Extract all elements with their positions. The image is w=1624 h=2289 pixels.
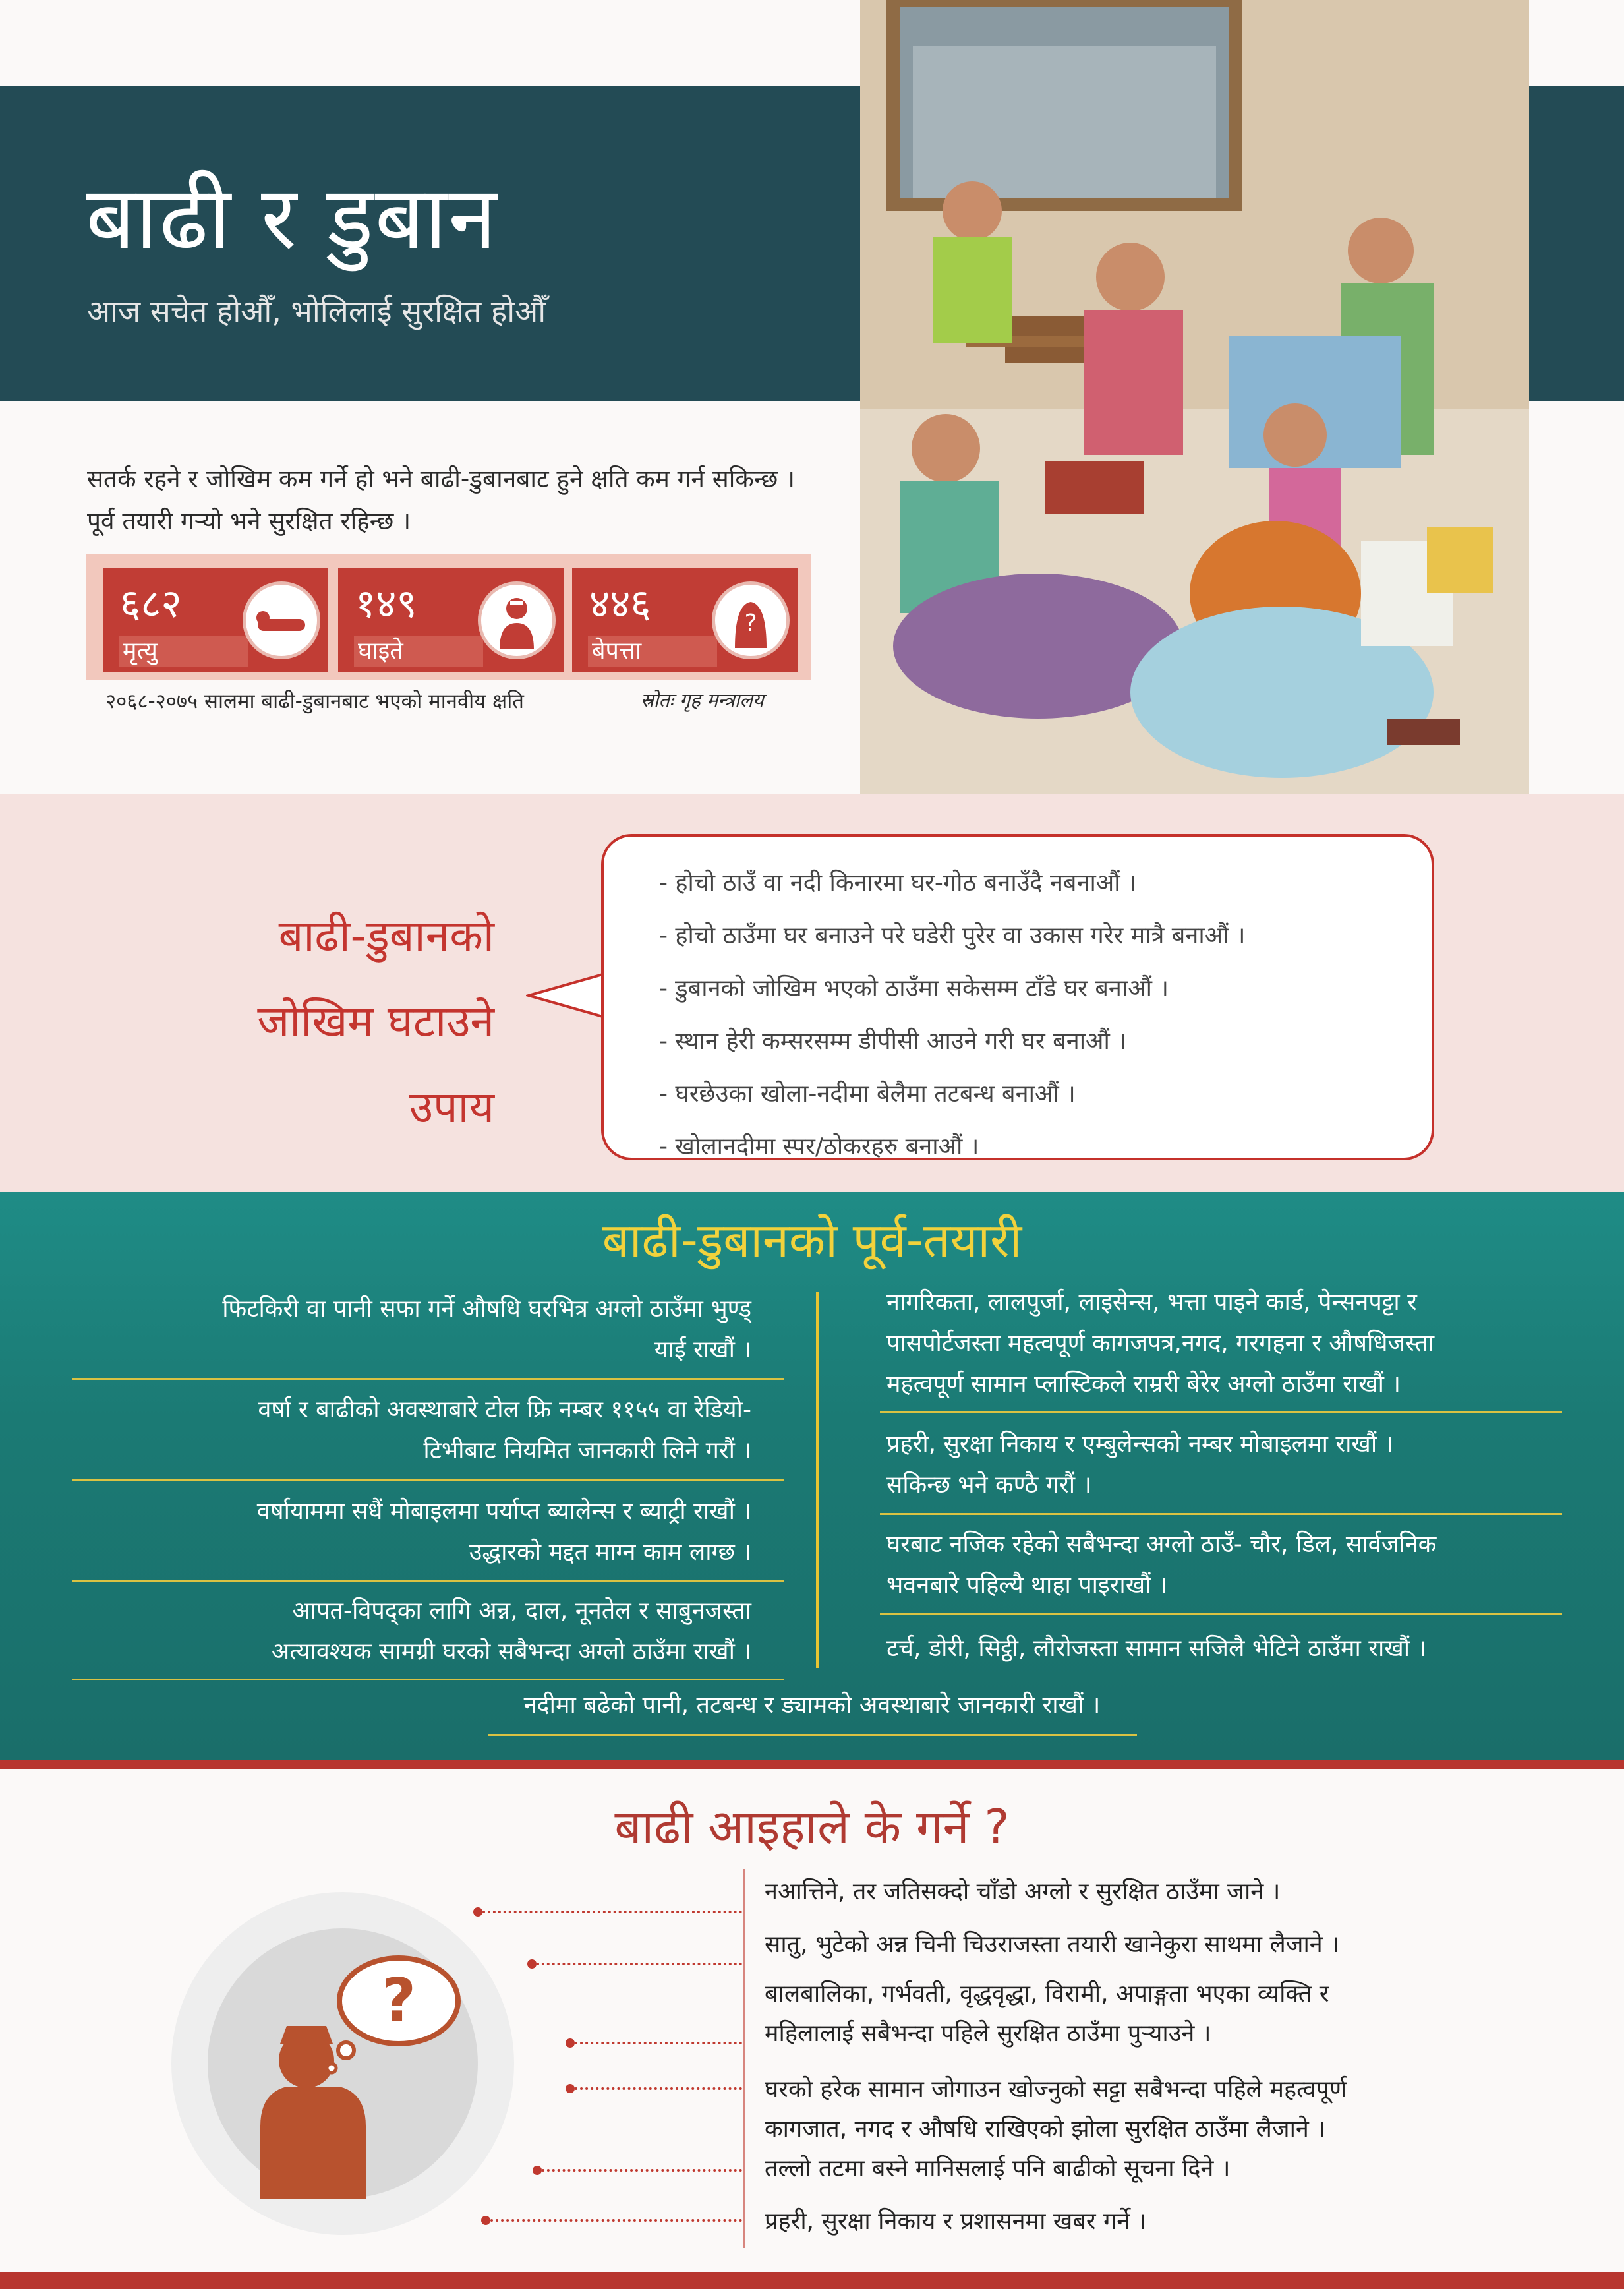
speech-bubble-pointer: [526, 972, 612, 1019]
text-line: भवनबारे पहिल्यै थाहा पाइराखौं ।: [886, 1572, 1168, 1599]
list-item: - खोलानदीमा स्पर/ठोकरहरु बनाऔं ।: [659, 1133, 979, 1160]
text-line: वर्षायाममा सधैं मोबाइलमा पर्याप्त ब्यालेन्स र ब्याट्री राखौं ।: [256, 1498, 751, 1525]
prep-right-item: [886, 1424, 1539, 1506]
prep-right-item: [886, 1628, 1539, 1669]
text-line: नागरिकता, लालपुर्जा, लाइसेन्स, भत्ता पाइने कार्ड, पेन्सनपट्टा र: [886, 1289, 1417, 1316]
injured-person-icon: [478, 581, 556, 659]
stat-label: घाइते: [354, 636, 483, 667]
risk-title: [99, 893, 494, 1150]
intro-text: सतर्क रहने र जोखिम कम गर्ने हो भने बाढी-डुबानबाट हुने क्षति कम गर्न सकिन्छ । पूर्व तयारी गऱ्यो भने सुरक्षित रहिन्छ ।: [87, 465, 796, 535]
text-line: टिभीबाट नियमित जानकारी लिने गरौं ।: [423, 1437, 751, 1464]
actions-vertical-line: [743, 1869, 745, 2248]
risk-title-line: बाढी-डुबानको: [278, 910, 494, 961]
text-line: कागजात, नगद र औषधि राखिएको झोला सुरक्षित ठाउँमा लैजाने ।: [765, 2116, 1325, 2143]
connector-line: [575, 2042, 742, 2044]
svg-text:?: ?: [381, 1966, 417, 2035]
action-item: [765, 2202, 1146, 2242]
bullet-dot: [481, 2216, 490, 2225]
missing-person-icon: [712, 581, 790, 659]
action-item: [765, 2149, 1231, 2189]
text-line: याई राखौं ।: [654, 1336, 751, 1363]
divider: [488, 1734, 1137, 1736]
stat-label: मृत्यु: [119, 636, 248, 667]
bullet-dot: [566, 2084, 575, 2093]
text-line: फिटकिरी वा पानी सफा गर्ने औषधि घरभित्र अग्लो ठाउँमा भुण्ड्: [222, 1295, 751, 1323]
text-line: सातु, भुटेको अन्न चिनी चिउराजस्ता तयारी खानेकुरा साथमा लैजाने ।: [765, 1931, 1339, 1958]
stat-injured: [338, 568, 564, 672]
list-item: - होचो ठाउँमा घर बनाउने परे घडेरी पुरेर वा उकास गरेर मात्रै बनाऔं ।: [659, 922, 1246, 949]
text-line: वर्षा र बाढीको अवस्थाबारे टोल फ्रि नम्बर ११५५ वा रेडियो-: [258, 1396, 751, 1423]
prep-right-item: [886, 1524, 1539, 1606]
text-line: घरबाट नजिक रहेको सबैभन्दा अग्लो ठाउँ- चौर, डिल, सार्वजनिक: [886, 1531, 1437, 1558]
action-item: [765, 2070, 1347, 2149]
divider: [880, 1613, 1562, 1615]
risk-title-line: जोखिम घटाउने: [257, 996, 494, 1047]
text-line: सकिन्छ भने कण्ठै गरौं ।: [886, 1472, 1092, 1499]
action-item: [765, 1975, 1329, 2054]
thinking-person-icon: [208, 1928, 478, 2199]
connector-line: [542, 2169, 742, 2172]
preparation-bottom-note: नदीमा बढेको पानी, तटबन्ध र ड्यामको अवस्थाबारे जानकारी राखौं ।: [523, 1692, 1101, 1719]
prep-right-item: [886, 1282, 1539, 1405]
divider: [72, 1479, 784, 1481]
text-line: प्रहरी, सुरक्षा निकाय र एम्बुलेन्सको नम्बर मोबाइलमा राखौं ।: [886, 1431, 1394, 1458]
preparation-title: बाढी-डुबानको पूर्व-तयारी: [602, 1212, 1022, 1268]
stat-missing: [572, 568, 798, 672]
text-line: उद्धारको मद्दत माग्न काम लाग्छ ।: [469, 1539, 751, 1566]
stat-label: बेपत्ता: [588, 636, 717, 667]
stat-value: ४४६: [589, 581, 651, 627]
bullet-dot: [566, 2038, 575, 2048]
list-item: - घरछेउका खोला-नदीमा बेलैमा तटबन्ध बनाऔं ।: [659, 1081, 1076, 1108]
divider: [880, 1411, 1562, 1413]
section-divider-strip: [0, 1760, 1624, 1769]
family-preparedness-illustration: [860, 0, 1529, 794]
text-line: नआत्तिने, तर जतिसक्दो चाँडो अग्लो र सुरक्षित ठाउँमा जाने ।: [765, 1878, 1281, 1905]
text-line: बालबालिका, गर्भवती, वृद्धवृद्धा, विरामी, अपाङ्गता भएका व्यक्ति र: [765, 1980, 1329, 2007]
action-item: [765, 1872, 1280, 1912]
divider: [880, 1513, 1562, 1515]
list-item: - डुबानको जोखिम भएको ठाउँमा सकेसम्म टाँडे घर बनाऔं ।: [659, 975, 1169, 1002]
stats-caption: २०६८-२०७५ सालमा बाढी-डुबानबाट भएको मानवीय क्षति: [105, 690, 524, 713]
risk-tips-list: [659, 857, 1246, 1174]
deceased-person-icon: [243, 581, 320, 659]
list-item: - स्थान हेरी कम्सरसम्म डीपीसी आउने गरी घर बनाऔं ।: [659, 1028, 1126, 1055]
header-band-right: [1529, 86, 1624, 401]
connector-line: [482, 1911, 742, 1913]
text-line: महत्वपूर्ण सामान प्लास्टिकले राम्ररी बेरेर अग्लो ठाउँमा राखौं ।: [886, 1371, 1401, 1398]
text-line: महिलालाई सबैभन्दा पहिले सुरक्षित ठाउँमा पुऱ्याउने ।: [765, 2020, 1211, 2047]
svg-text:?: ?: [744, 610, 757, 637]
text-line: प्रहरी, सुरक्षा निकाय र प्रशासनमा खबर गर्ने ।: [765, 2208, 1147, 2235]
divider: [72, 1378, 784, 1380]
action-item: [765, 1925, 1339, 1965]
risk-title-line: उपाय: [409, 1082, 494, 1133]
text-line: आपत-विपद्का लागि अन्न, दाल, नूनतेल र साबुनजस्ता: [292, 1597, 751, 1624]
prep-left-item: [112, 1289, 751, 1371]
stats-source: स्रोतः गृह मन्त्रालय: [641, 689, 764, 711]
prep-left-item: [112, 1390, 751, 1472]
connector-line: [490, 2219, 742, 2222]
text-line: तल्लो तटमा बस्ने मानिसलाई पनि बाढीको सूचना दिने ।: [765, 2155, 1231, 2182]
bullet-dot: [527, 1959, 536, 1969]
page-subtitle: आज सचेत होऔँ, भोलिलाई सुरक्षित होऔँ: [87, 293, 546, 329]
flood-arrival-title: बाढी आइहाले के गर्ने ?: [614, 1799, 1010, 1855]
prep-left-item: [112, 1591, 751, 1673]
footer-strip: [0, 2272, 1624, 2289]
bullet-dot: [533, 2166, 542, 2175]
list-item: - होचो ठाउँ वा नदी किनारमा घर-गोठ बनाउँदै नबनाऔं ।: [659, 870, 1137, 897]
divider: [72, 1679, 784, 1680]
bullet-dot: [473, 1907, 482, 1917]
connector-line: [536, 1963, 742, 1965]
text-line: टर्च, डोरी, सिट्ठी, लौरोजस्ता सामान सजिलै भेटिने ठाउँमा राखौं ।: [886, 1635, 1427, 1662]
stat-deaths: [103, 568, 328, 672]
column-divider: [816, 1292, 819, 1668]
text-line: घरको हरेक सामान जोगाउन खोज्नुको सट्टा सबैभन्दा पहिले महत्वपूर्ण: [765, 2076, 1347, 2103]
text-line: अत्यावश्यक सामग्री घरको सबैभन्दा अग्लो ठाउँमा राखौं ।: [271, 1638, 751, 1665]
divider: [72, 1580, 784, 1582]
connector-line: [575, 2087, 742, 2090]
text-line: पासपोर्टजस्ता महत्वपूर्ण कागजपत्र,नगद, गरगहना र औषधिजस्ता: [886, 1330, 1435, 1357]
page-title: बाढी र डुबान: [86, 167, 498, 269]
stat-value: १४९: [355, 581, 417, 627]
prep-left-item: [112, 1491, 751, 1573]
stat-value: ६८२: [120, 581, 182, 627]
